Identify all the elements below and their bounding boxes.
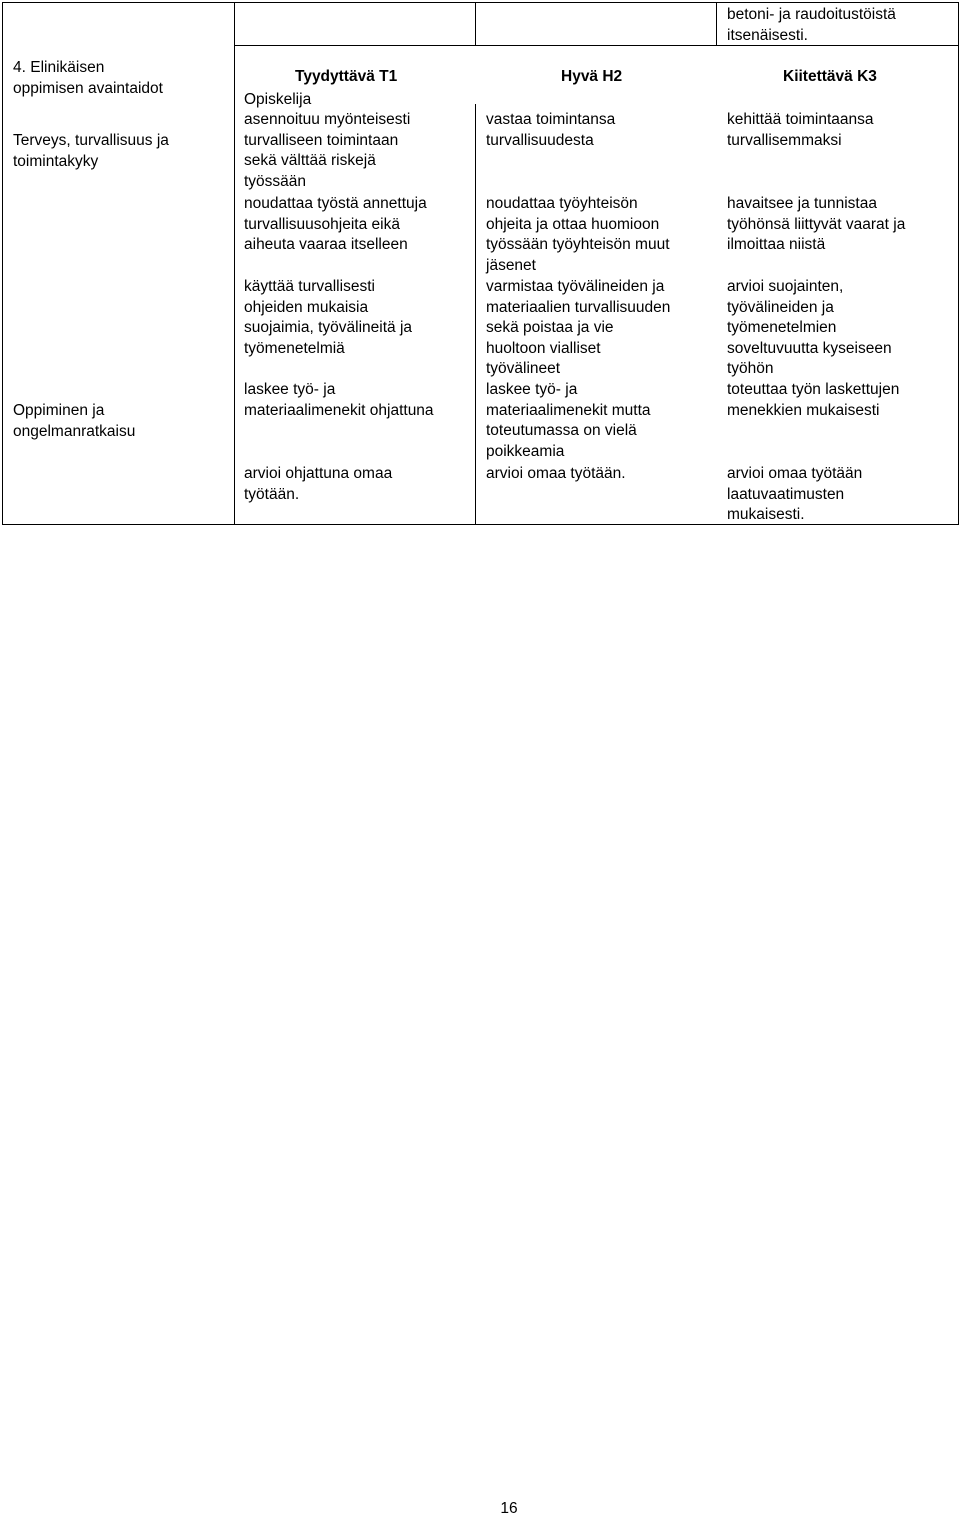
criteria-line: työmenetelmien (727, 319, 837, 336)
criteria-line: suojaimia, työvälineitä ja (244, 319, 413, 336)
criteria-line: ohjeiden mukaisia (244, 298, 369, 316)
criteria-line: materiaalien turvallisuuden (486, 298, 671, 316)
top-note-line: itsenäisesti. (727, 26, 808, 44)
criteria-line: työhönsä liittyvät vaarat ja (727, 215, 906, 233)
criteria-line: työhön (727, 360, 774, 377)
criteria-cell-k3 (727, 277, 892, 380)
criteria-line: havaitsee ja tunnistaa (727, 195, 877, 212)
criteria-line: ohjeita ja ottaa huomioon (486, 215, 660, 233)
criteria-cell-h2 (486, 194, 670, 276)
criteria-line: ilmoittaa niistä (727, 236, 826, 253)
criteria-line: asennoituu myönteisesti (244, 111, 411, 128)
row-label-line: Terveys, turvallisuus ja (13, 132, 169, 149)
criteria-cell-t1 (244, 194, 427, 256)
criteria-line: aiheuta vaaraa itselleen (244, 236, 408, 253)
criteria-cell-k3 (727, 110, 873, 151)
criteria-cell-h2 (486, 464, 626, 485)
criteria-line: laskee työ- ja (244, 381, 336, 398)
criteria-line: soveltuvuutta kyseiseen (727, 339, 892, 357)
criteria-line: turvallisuudesta (486, 131, 594, 149)
criteria-line: huoltoon vialliset (486, 339, 601, 357)
criteria-line: käyttää turvallisesti (244, 278, 375, 295)
row-label-line: Oppiminen ja (13, 402, 105, 419)
criteria-cell-h2 (486, 277, 670, 380)
criteria-line: varmistaa työvälineiden ja (486, 278, 665, 295)
criteria-line: työtään. (244, 485, 300, 503)
criteria-line: työmenetelmiä (244, 339, 345, 357)
column-divider-2-lower (475, 104, 476, 525)
criteria-cell-k3 (727, 194, 905, 256)
section-title-line: oppimisen avaintaidot (13, 79, 163, 97)
criteria-line: materiaalimenekit mutta (486, 401, 651, 419)
criteria-line: työssään (244, 172, 307, 190)
header-h2: Hyvä H2 (561, 68, 623, 85)
criteria-line: materiaalimenekit ohjattuna (244, 401, 434, 419)
criteria-cell-h2 (486, 380, 651, 462)
column-divider-2 (475, 2, 476, 46)
section-title (13, 58, 163, 99)
criteria-cell-t1 (244, 277, 412, 359)
top-note (727, 5, 896, 46)
criteria-line: työssään työyhteisön muut (486, 236, 670, 253)
criteria-line: työvälineiden ja (727, 298, 834, 316)
criteria-line: turvallisuusohjeita eikä (244, 215, 400, 233)
row-label-health (13, 131, 169, 172)
table-border-right (958, 2, 959, 525)
criteria-line: kehittää toimintaansa (727, 111, 874, 128)
criteria-line: sekä poistaa ja vie (486, 319, 614, 336)
criteria-cell-k3 (727, 380, 899, 421)
row-label-learning (13, 401, 135, 442)
criteria-cell-t1 (244, 110, 410, 192)
criteria-cell-h2 (486, 110, 615, 151)
criteria-line: arvioi ohjattuna omaa (244, 465, 393, 482)
criteria-line: noudattaa työstä annettuja (244, 195, 427, 212)
criteria-line: noudattaa työyhteisön (486, 195, 638, 212)
criteria-line: laskee työ- ja (486, 381, 578, 398)
criteria-cell-t1 (244, 380, 434, 421)
criteria-line: toteutumassa on vielä (486, 422, 637, 439)
criteria-cell-t1 (244, 464, 392, 505)
criteria-line: sekä välttää riskejä (244, 152, 376, 169)
table-border-left (2, 2, 3, 525)
top-note-line: betoni- ja raudoitustöistä (727, 6, 896, 23)
table-border-top (2, 2, 959, 3)
criteria-line: poikkeamia (486, 442, 565, 460)
criteria-line: toteuttaa työn laskettujen (727, 381, 900, 398)
header-k3: Kiitettävä K3 (783, 68, 877, 85)
criteria-line: arvioi omaa työtään (727, 465, 863, 482)
criteria-line: turvallisemmaksi (727, 131, 842, 149)
opiskelija-text: Opiskelija (244, 91, 312, 108)
page-number: 16 (500, 1500, 518, 1517)
row-label-line: ongelmanratkaisu (13, 422, 136, 440)
row-label-line: toimintakyky (13, 152, 99, 170)
criteria-line: vastaa toimintansa (486, 111, 616, 128)
opiskelija-label (244, 90, 311, 111)
header-t1: Tyydyttävä T1 (295, 68, 398, 85)
criteria-line: työvälineet (486, 360, 561, 377)
criteria-line: turvalliseen toimintaan (244, 131, 399, 149)
criteria-line: arvioi suojainten, (727, 278, 844, 295)
criteria-line: mukaisesti. (727, 506, 805, 523)
criteria-line: laatuvaatimusten (727, 485, 845, 503)
criteria-cell-k3 (727, 464, 862, 526)
criteria-line: arvioi omaa työtään. (486, 465, 626, 482)
column-divider-3 (716, 2, 717, 46)
criteria-line: menekkien mukaisesti (727, 401, 880, 419)
column-divider-1 (234, 2, 235, 525)
criteria-line: jäsenet (486, 256, 536, 274)
section-title-line: 4. Elinikäisen (13, 59, 105, 76)
